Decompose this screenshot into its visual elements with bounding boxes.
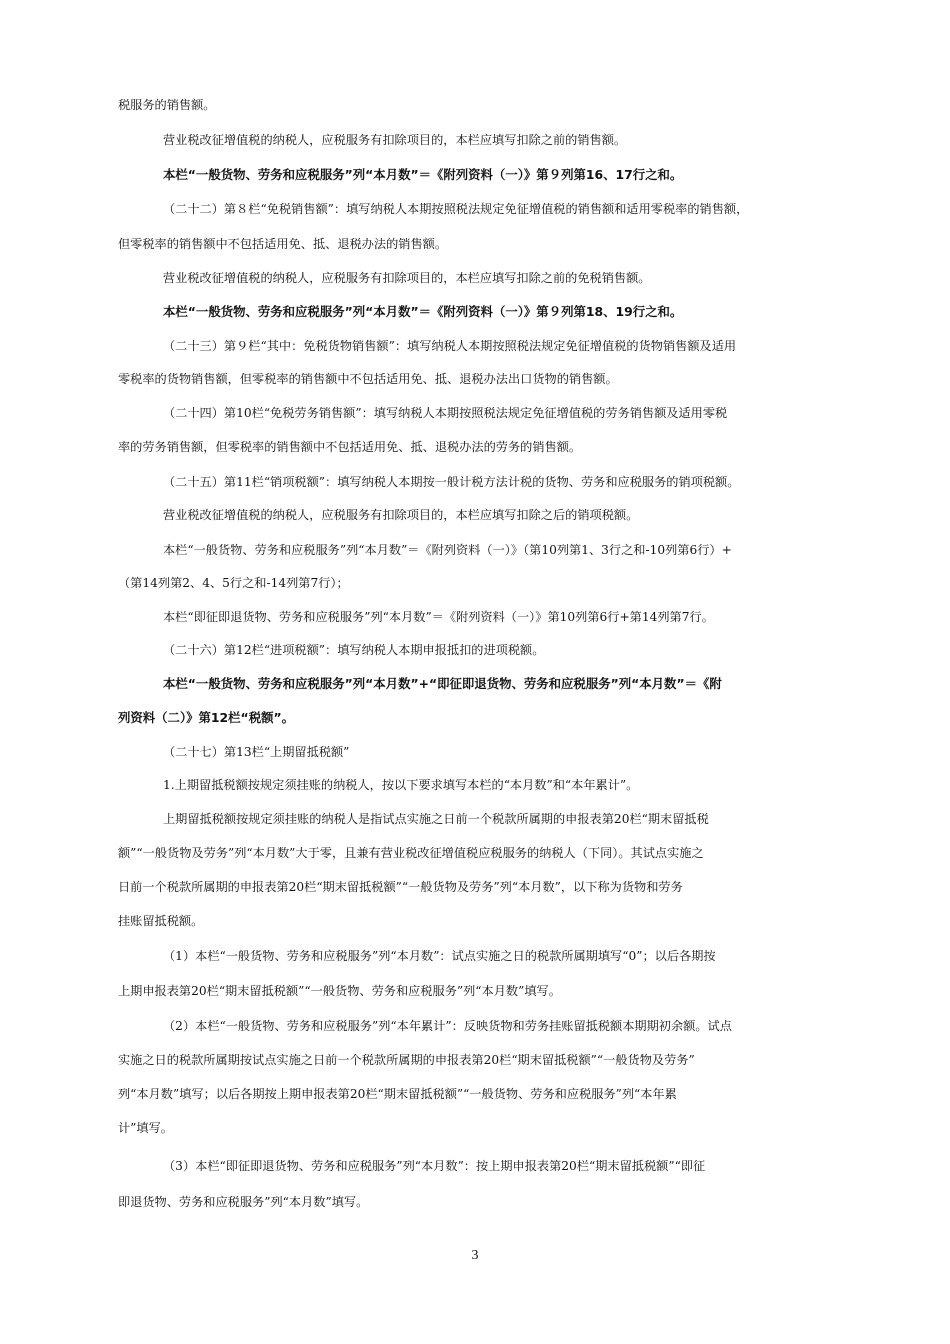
text-line: 额”“一般货物及劳务”列“本月数”大于零，且兼有营业税改征增值税应税服务的纳税人（下同）。其试点实施之 [118,846,704,860]
text-line: 上期留抵税额按规定须挂账的纳税人是指试点实施之日前一个税款所属期的申报表第20栏“期末留抵税 [163,812,709,826]
text-line: 日前一个税款所属期的申报表第20栏“期末留抵税额”“一般货物及劳务”列“本月数”，以下称为货物和劳务 [118,880,683,894]
text-line: 营业税改征增值税的纳税人，应税服务有扣除项目的，本栏应填写扣除之前的免税销售额。 [163,271,651,285]
text-line: 零税率的货物销售额，但零税率的销售额中不包括适用免、抵、退税办法出口货物的销售额。 [118,372,618,386]
text-line: 即退货物、劳务和应税服务”列“本月数”填写。 [118,1195,369,1209]
text-line: （二十七）第13栏“上期留抵税额” [163,745,350,759]
text-line-bold: 本栏“一般货物、劳务和应税服务”列“本月数”＝《附列资料（一）》第９列第18、19行之和。 [163,304,683,319]
text-line: （第14列第2、4、5行之和-14列第7行）； [118,576,349,590]
text-line-bold: 列资料（二）》第12栏“税额”。 [118,710,295,725]
text-line: （二十五）第11栏“销项税额”：填写纳税人本期按一般计税方法计税的货物、劳务和应税服务的销项税额。 [163,475,740,489]
text-line: 营业税改征增值税的纳税人，应税服务有扣除项目的，本栏应填写扣除之后的销项税额。 [163,508,639,522]
text-line: 实施之日的税款所属期按试点实施之日前一个税款所属期的申报表第20栏“期末留抵税额”“一般货物及劳务” [118,1053,695,1067]
text-line-bold: 本栏“一般货物、劳务和应税服务”列“本月数”＝《附列资料（一）》第９列第16、17行之和。 [163,167,683,182]
text-line: （3）本栏“即征即退货物、劳务和应税服务”列“本月数”：按上期申报表第20栏“期末留抵税额”“即征 [163,1159,706,1173]
text-line: 列“本月数”填写；以后各期按上期申报表第20栏“期末留抵税额”“一般货物、劳务和应税服务”列“本年累 [118,1087,677,1101]
text-line: 上期申报表第20栏“期末留抵税额”“一般货物、劳务和应税服务”列“本月数”填写。 [118,984,561,998]
text-line: 率的劳务销售额，但零税率的销售额中不包括适用免、抵、退税办法的劳务的销售额。 [118,440,582,454]
text-line: 挂账留抵税额。 [118,914,204,928]
text-line: 但零税率的销售额中不包括适用免、抵、退税办法的销售额。 [118,237,448,251]
text-line: （二十二）第８栏“免税销售额”：填写纳税人本期按照税法规定免征增值税的销售额和适用零税率的销售额， [163,202,749,216]
text-line: 本栏“即征即退货物、劳务和应税服务”列“本月数”＝《附列资料（一）》第10列第6行+第14列第7行。 [163,610,714,624]
text-line: （二十四）第10栏“免税劳务销售额”：填写纳税人本期按照税法规定免征增值税的劳务销售额及适用零税 [163,406,728,420]
text-line: 营业税改征增值税的纳税人，应税服务有扣除项目的，本栏应填写扣除之前的销售额。 [163,133,627,147]
text-line: 本栏“一般货物、劳务和应税服务”列“本月数”＝《附列资料（一）》（第10列第1、3行之和-10列第6行）+ [163,543,732,557]
text-line: （二十六）第12栏“进项税额”：填写纳税人本期申报抵扣的进项税额。 [163,643,545,657]
text-line: （1）本栏“一般货物、劳务和应税服务”列“本月数”：试点实施之日的税款所属期填写“0”；以后各期按 [163,949,716,963]
text-line-bold: 本栏“一般货物、劳务和应税服务”列“本月数”+“即征即退货物、劳务和应税服务”列“本月数”＝《附 [163,676,722,691]
text-line: 计”填写。 [118,1121,173,1135]
text-line: （2）本栏“一般货物、劳务和应税服务”列“本年累计”：反映货物和劳务挂账留抵税额本期期初余额。试点 [163,1019,732,1033]
text-line: （二十三）第９栏“其中：免税货物销售额”：填写纳税人本期按照税法规定免征增值税的货物销售额及适用 [163,339,737,353]
text-line: 税服务的销售额。 [118,98,216,112]
text-line: 1.上期留抵税额按规定须挂账的纳税人，按以下要求填写本栏的“本月数”和“本年累计”。 [163,778,639,792]
page-number: 3 [471,1248,479,1263]
